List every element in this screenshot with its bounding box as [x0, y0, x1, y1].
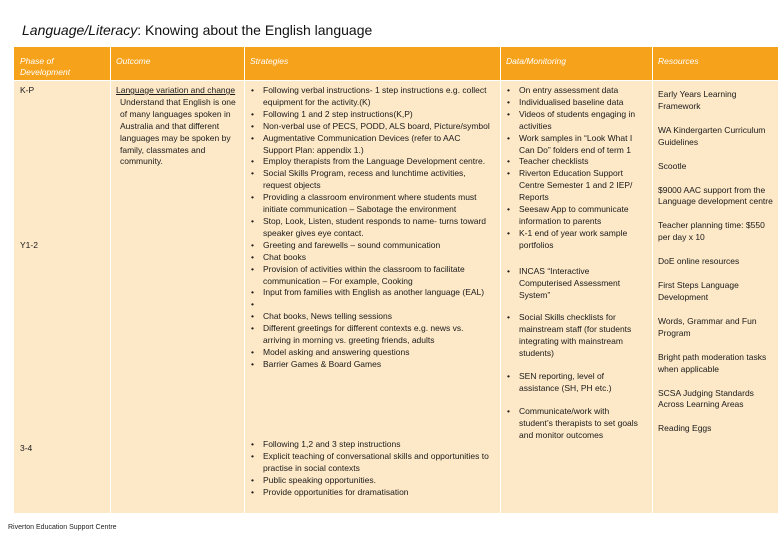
outcome-cell [116, 85, 238, 168]
list-item: Teacher planning time: $550 per day x 10 [658, 220, 765, 243]
list-item: • Following verbal instructions- 1 step instructions e.g. collect equipment for the activity.(K) [250, 85, 490, 109]
title-subject: Language/Literacy [22, 22, 138, 38]
phase-y1-2: Y1-2 [20, 240, 38, 250]
header-strategies: Strategies [250, 56, 289, 66]
list-item: • Social Skills Program, recess and lunchtime activities, request objects [250, 168, 490, 192]
list-item: • Augmentative Communication Devices (refer to AAC Support Plan: appendix 1.) [250, 133, 490, 157]
list-item: Early Years Learning Framework [658, 89, 737, 111]
curriculum-table [14, 47, 778, 513]
list-item: • Following 1 and 2 step instructions(K,P) [250, 109, 490, 121]
list-item: • Provision of activities within the classroom to facilitate communication – For example, Cooking [250, 264, 490, 288]
footer-school-name: Riverton Education Support Centre [8, 524, 117, 531]
list-item: • Different greetings for different contexts e.g. news vs. arriving in morning vs. greeting friends, adults [250, 323, 490, 347]
list-item: • Seesaw App to communicate information to parents [506, 204, 640, 228]
list-item: • Non-verbal use of PECS, PODD, ALS board, Picture/symbol [250, 121, 490, 133]
list-item: • Individualised baseline data [506, 97, 640, 109]
list-item: • Provide opportunities for dramatisation [250, 487, 490, 499]
list-item: • Stop, Look, Listen, student responds to name- turns toward speaker gives eye contact. [250, 216, 490, 240]
list-item: Bright path moderation tasks when applicable [658, 351, 767, 374]
list-item: • Chat books, News telling sessions [250, 311, 490, 323]
list-item: • Providing a classroom environment where students must initiate communication – Sabotage the environment [250, 192, 490, 216]
header-phase: Phase of Development [20, 56, 71, 77]
list-item: • Greeting and farewells – sound communication [250, 240, 490, 252]
list-item: • Explicit teaching of conversational skills and opportunities to practise in social contexts [250, 451, 490, 475]
column-divider [244, 47, 245, 513]
strategies-list [250, 85, 490, 371]
header-outcome: Outcome [116, 56, 151, 66]
column-divider [652, 47, 653, 513]
list-item: • K-1 end of year work sample portfolios [506, 228, 640, 252]
list-item: WA Kindergarten Curriculum Guidelines [658, 124, 766, 147]
column-divider [110, 47, 111, 513]
list-item: • On entry assessment data [506, 85, 640, 97]
list-item: • Social Skills checklists for mainstream staff (for students integrating with mainstream students) [506, 312, 640, 360]
list-item: First Steps Language Development [658, 280, 739, 302]
list-item: • Input from families with English as another language (EAL) [250, 287, 490, 299]
list-item: Scootle [658, 160, 687, 171]
column-divider [500, 47, 501, 513]
outcome-heading: Language variation and change [116, 85, 236, 95]
page-title [22, 22, 372, 38]
list-item: • Communicate/work with student’s therapists to set goals and monitor outcomes [506, 406, 640, 442]
resources-list [658, 89, 776, 447]
list-item [250, 299, 490, 311]
list-item: • Public speaking opportunities. [250, 475, 490, 487]
phase-3-4: 3-4 [20, 443, 33, 453]
list-item: • Barrier Games & Board Games [250, 359, 490, 371]
list-item: • Model asking and answering questions [250, 347, 490, 359]
strategies-list-3-4 [250, 439, 490, 499]
outcome-text: Understand that English is one of many languages spoken in Australia and that different languages may be spoken by family, classmates and community. [120, 96, 236, 167]
list-item: Reading Eggs [658, 423, 712, 434]
header-resources: Resources [658, 56, 699, 66]
list-item: • Employ therapists from the Language Development centre. [250, 156, 490, 168]
monitoring-list [506, 85, 640, 442]
list-item: $9000 AAC support from the Language development centre [658, 184, 773, 207]
list-item: DoE online resources [658, 256, 740, 267]
list-item: • INCAS “Interactive Computerised Assessment System” [506, 266, 640, 302]
list-item: SCSA Judging Standards Across Learning Areas [658, 387, 754, 410]
list-item: • SEN reporting, level of assistance (SH, PH etc.) [506, 371, 640, 395]
list-item: • Chat books [250, 252, 490, 264]
list-item: • Following 1,2 and 3 step instructions [250, 439, 490, 451]
phase-k-p: K-P [20, 85, 35, 95]
list-item: • Videos of students engaging in activities [506, 109, 640, 133]
list-item: • Work samples in “Look What I Can Do” folders end of term 1 [506, 133, 640, 157]
list-item: Words, Grammar and Fun Program [658, 315, 757, 338]
table-header-row [14, 47, 778, 81]
list-item: • Riverton Education Support Centre Semester 1 and 2 IEP/ Reports [506, 168, 640, 204]
title-rest: : Knowing about the English language [137, 22, 373, 38]
header-data-monitoring: Data/Monitoring [506, 56, 567, 66]
list-item: • Teacher checklists [506, 156, 640, 168]
